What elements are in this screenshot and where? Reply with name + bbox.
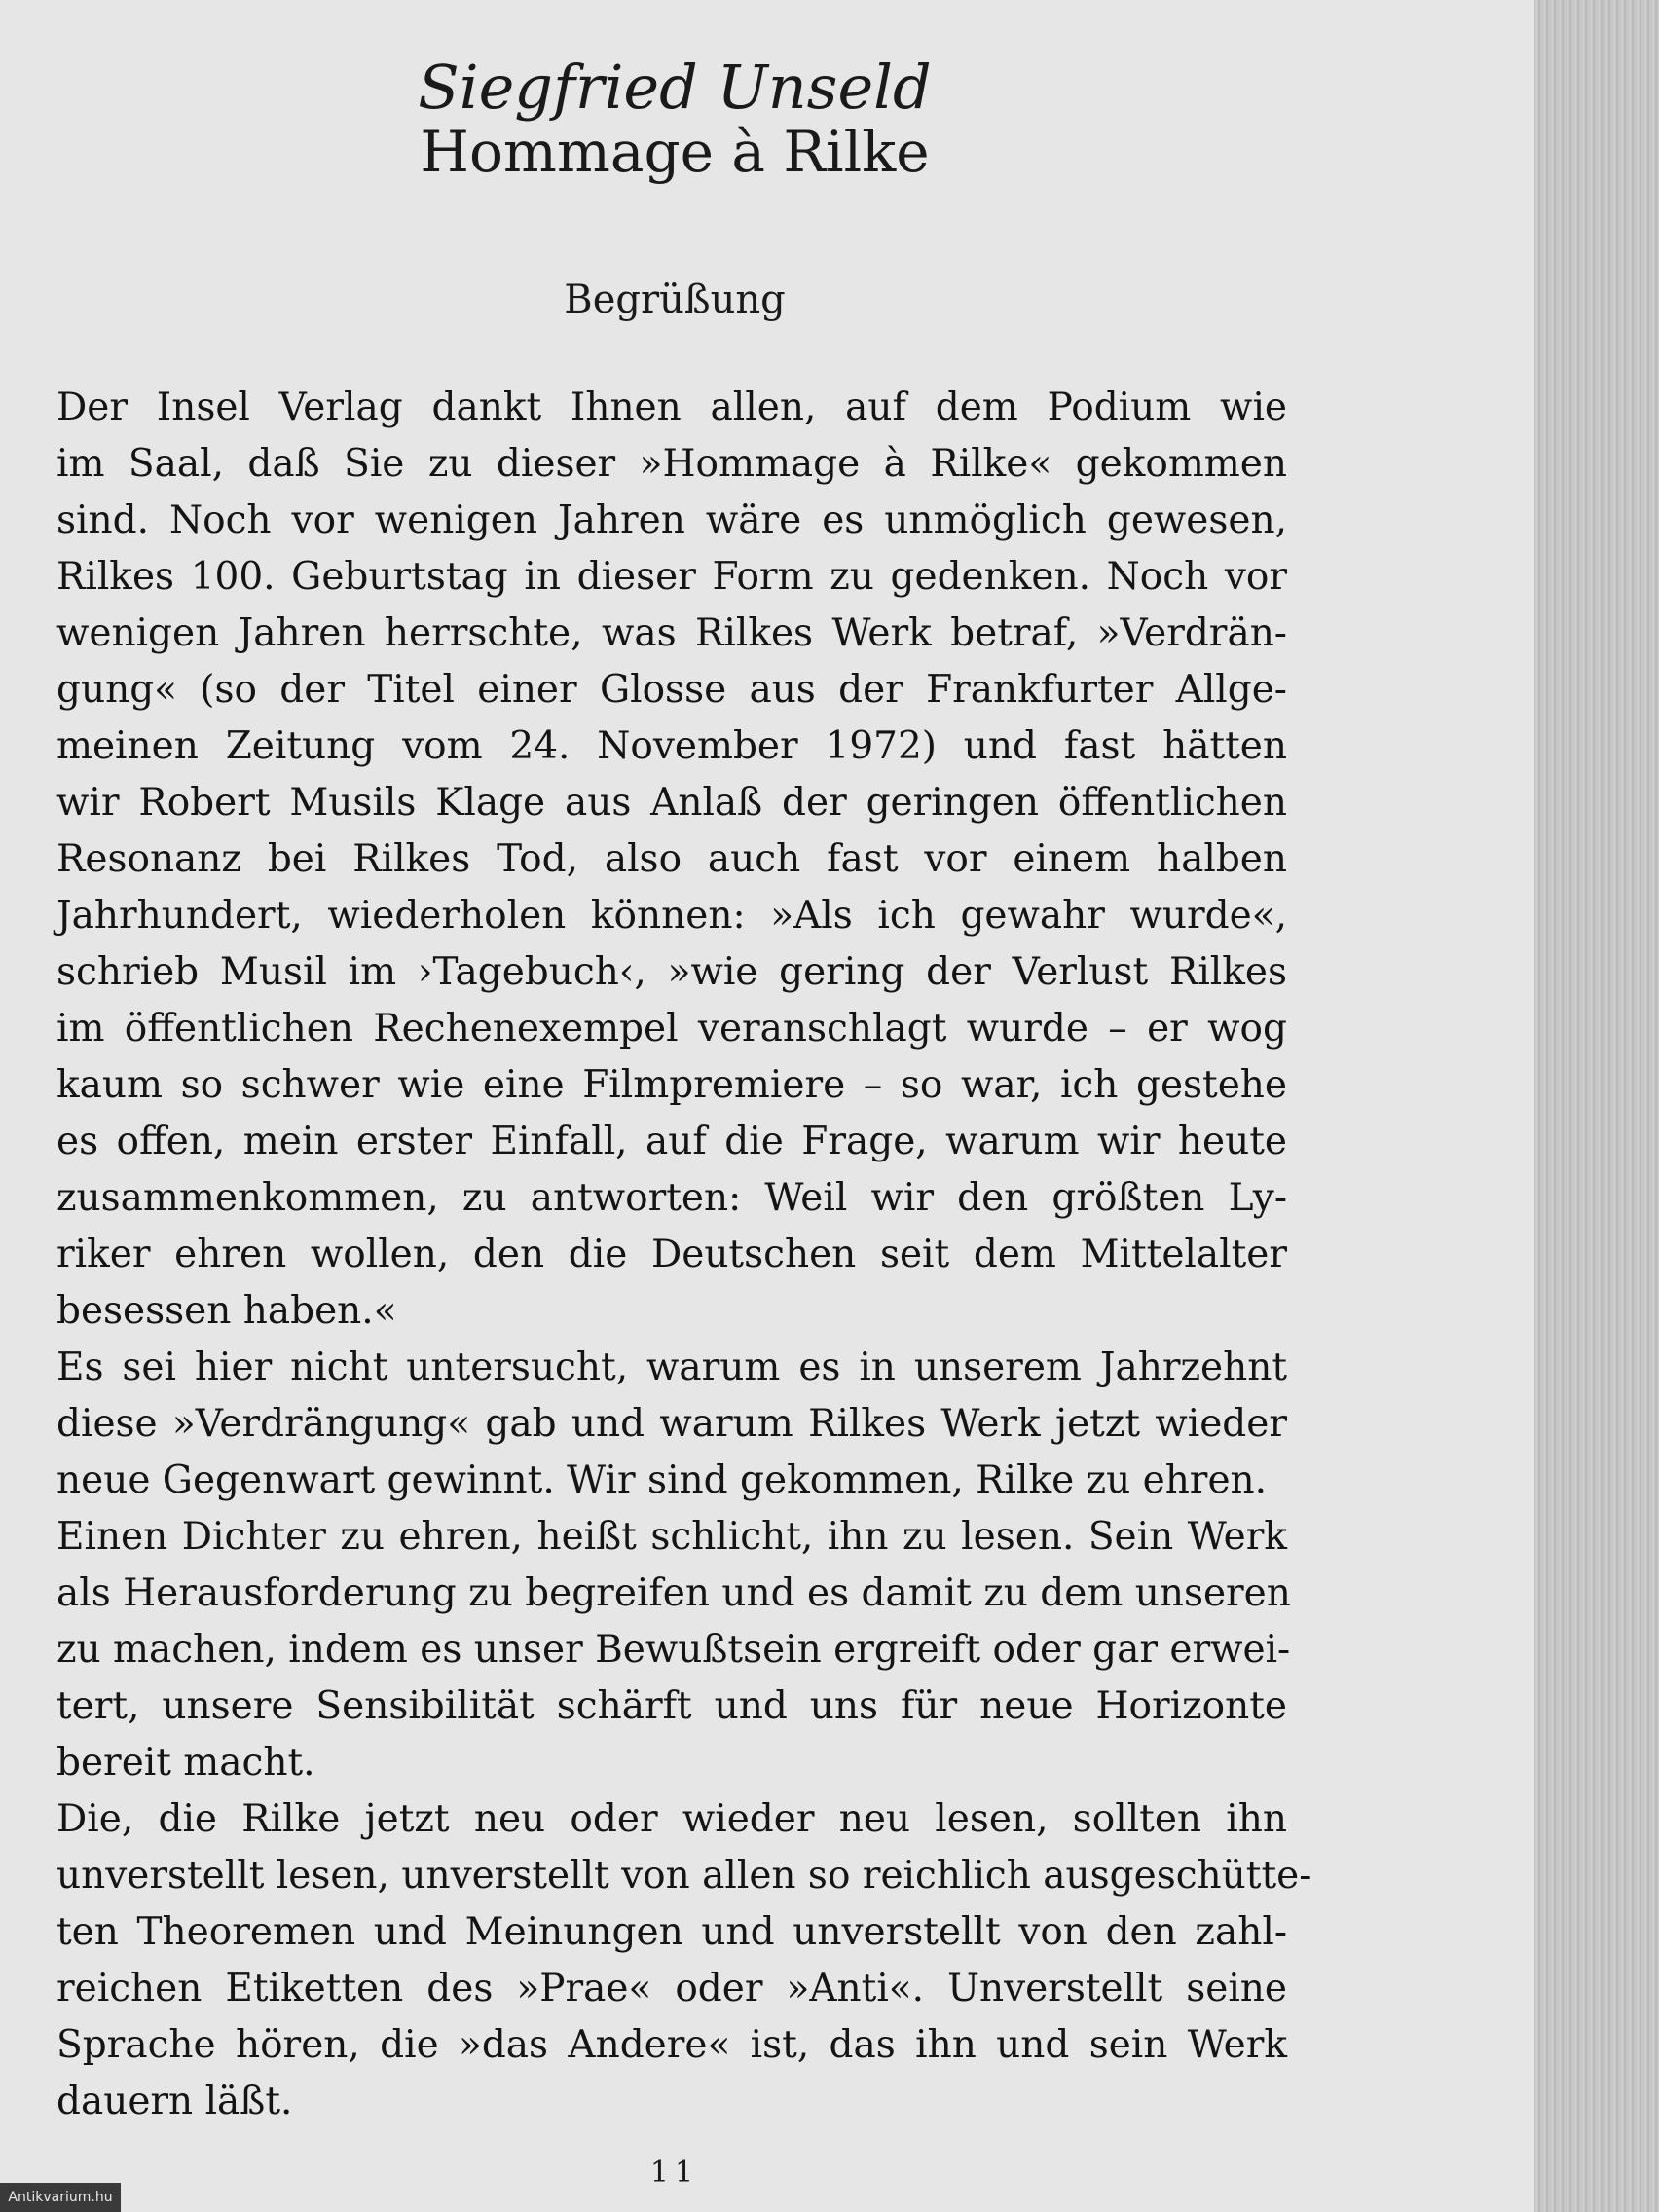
text-line: Jahrhundert, wiederholen können: »Als ich gewahr wurde«,	[56, 894, 1287, 938]
text-line: dauern läßt.	[56, 2080, 293, 2123]
text-line: Rilkes 100. Geburtstag in dieser Form zu gedenken. Noch vor	[56, 555, 1287, 599]
text-line: bereit macht.	[56, 1741, 315, 1785]
text-line: schrieb Musil im ›Tagebuch‹, »wie gering der Verlust Rilkes	[56, 950, 1287, 994]
text-line: es offen, mein erster Einfall, auf die Frage, warum wir heute	[56, 1120, 1287, 1163]
text-line: neue Gegenwart gewinnt. Wir sind gekommen, Rilke zu ehren.	[56, 1458, 1268, 1502]
text-line: gung« (so der Titel einer Glosse aus der Frankfurter Allge-	[56, 668, 1287, 712]
text-line: als Herausforderung zu begreifen und es damit zu dem unseren	[56, 1571, 1291, 1615]
chapter-title: Hommage à Rilke	[420, 119, 930, 185]
text-line: Einen Dichter zu ehren, heißt schlicht, ihn zu lesen. Sein Werk	[56, 1515, 1287, 1559]
text-line: reichen Etiketten des »Prae« oder »Anti«. Unverstellt seine	[56, 1967, 1287, 2010]
text-line: tert, unsere Sensibilität schärft und uns für neue Horizonte	[56, 1684, 1287, 1728]
text-line: wir Robert Musils Klage aus Anlaß der geringen öffentlichen	[56, 781, 1287, 825]
text-line: zu machen, indem es unser Bewußtsein ergreift oder gar erwei-	[56, 1628, 1291, 1672]
text-line: im öffentlichen Rechenexempel veranschlagt wurde – er wog	[56, 1007, 1287, 1051]
section-heading: Begrüßung	[564, 277, 786, 322]
text-line: Es sei hier nicht untersucht, warum es in unserem Jahrzehnt	[56, 1346, 1287, 1389]
text-line: sind. Noch vor wenigen Jahren wäre es unmöglich gewesen,	[56, 498, 1287, 542]
author-name: Siegfried Unseld	[418, 52, 932, 123]
body-text	[56, 380, 1312, 2130]
text-line: riker ehren wollen, den die Deutschen seit dem Mittelalter	[56, 1233, 1287, 1276]
text-line: im Saal, daß Sie zu dieser »Hommage à Rilke« gekommen	[56, 442, 1287, 486]
text-line: zusammenkommen, zu antworten: Weil wir den größten Ly-	[56, 1176, 1287, 1220]
text-line: unverstellt lesen, unverstellt von allen so reichlich ausgeschütte-	[56, 1854, 1312, 1898]
text-line: Resonanz bei Rilkes Tod, also auch fast vor einem halben	[56, 837, 1287, 881]
watermark: Antikvarium.hu	[0, 2183, 121, 2212]
text-line: Die, die Rilke jetzt neu oder wieder neu lesen, sollten ihn	[56, 1797, 1287, 1841]
text-line: besessen haben.«	[56, 1289, 397, 1333]
text-line: ten Theoremen und Meinungen und unverstellt von den zahl-	[56, 1910, 1287, 1954]
text-line: kaum so schwer wie eine Filmpremiere – so war, ich gestehe	[56, 1063, 1287, 1107]
page-block-edge	[1534, 0, 1659, 2212]
text-line: Sprache hören, die »das Andere« ist, das ihn und sein Werk	[56, 2023, 1287, 2067]
text-line: diese »Verdrängung« gab und warum Rilkes Werk jetzt wieder	[56, 1402, 1287, 1446]
text-line: meinen Zeitung vom 24. November 1972) und fast hätten	[56, 724, 1287, 768]
text-line: wenigen Jahren herrschte, was Rilkes Werk betraf, »Verdrän-	[56, 611, 1287, 655]
page-number: 11	[649, 2156, 700, 2190]
text-line: Der Insel Verlag dankt Ihnen allen, auf dem Podium wie	[56, 386, 1287, 429]
